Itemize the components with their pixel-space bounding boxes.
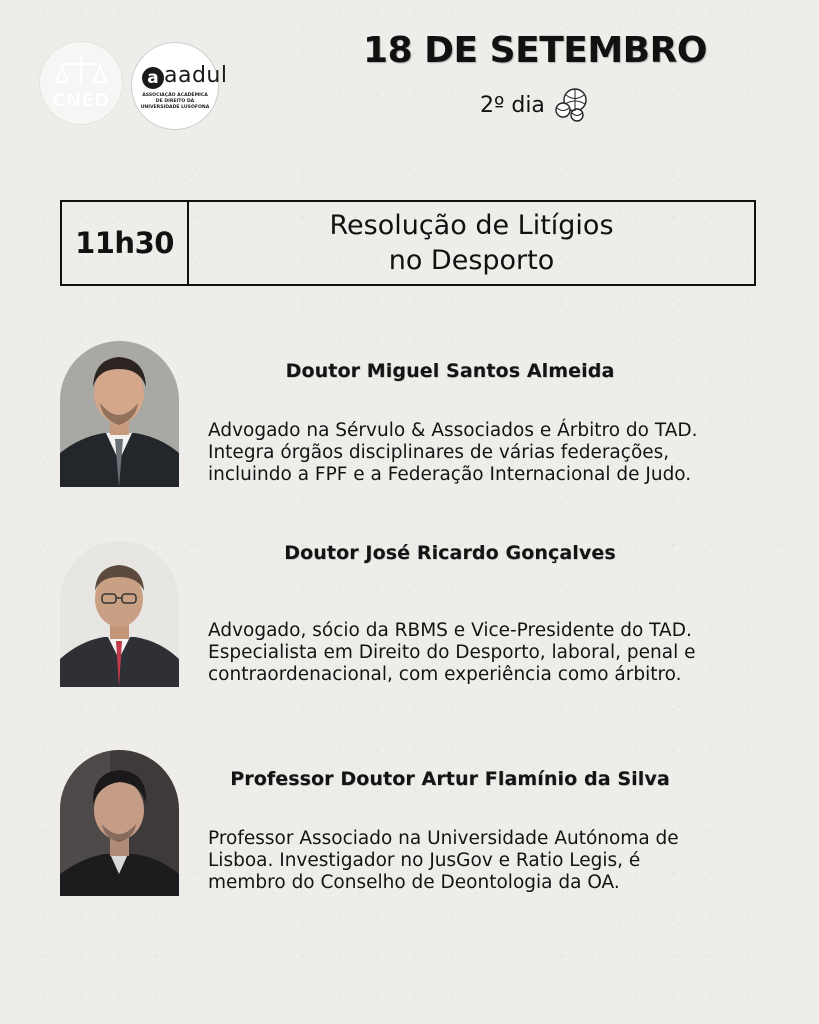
speaker-bio-line: incluindo a FPF e a Federação Internacional de Judo. (208, 464, 692, 485)
speaker-bio-line: Lisboa. Investigador no JusGov e Ratio Legis, é (208, 850, 641, 871)
speaker-bio-line: Integra órgãos disciplinares de várias federações, (208, 442, 670, 463)
aadul-logo-subtitle: ASSOCIAÇÃO ACADÉMICA DE DIREITO DA UNIVERSIDADE LUSÓFONA (140, 93, 210, 110)
aadul-logo (131, 42, 228, 130)
day-indicator (480, 88, 591, 122)
speaker-photo (60, 541, 179, 687)
speaker-bio (208, 828, 788, 894)
session-header (60, 200, 756, 286)
speaker-bio-line: Professor Associado na Universidade Autónoma de (208, 828, 679, 849)
day-label: 2º dia (480, 92, 545, 118)
speaker-bio (208, 620, 788, 686)
session-title: Resolução de Litígios no Desporto (329, 210, 614, 276)
speaker-photo (60, 341, 179, 487)
speaker-bio-line: Advogado na Sérvulo & Associados e Árbitro do TAD. (208, 420, 698, 441)
scales-of-justice-icon (40, 42, 122, 124)
speaker-name: Doutor José Ricardo Gonçalves (284, 542, 616, 564)
aadul-logo-mark: a (142, 67, 164, 89)
cned-logo-text: CNED (52, 90, 110, 111)
speaker-bio-line: membro do Conselho de Deontologia da OA. (208, 872, 620, 893)
session-time: 11h30 (62, 202, 189, 284)
sports-balls-icon (553, 86, 591, 124)
speaker-bio (208, 420, 788, 486)
aadul-logo-word: aadul (164, 63, 228, 88)
speaker-bio-line: contraordenacional, com experiência como árbitro. (208, 664, 682, 685)
speaker-name: Professor Doutor Artur Flamínio da Silva (230, 768, 670, 790)
speaker-photo (60, 750, 179, 896)
speaker-bio-line: Especialista em Direito do Desporto, laboral, penal e (208, 642, 696, 663)
event-date: 18 DE SETEMBRO (363, 30, 707, 71)
speaker-name: Doutor Miguel Santos Almeida (285, 360, 615, 382)
speaker-bio-line: Advogado, sócio da RBMS e Vice-Presidente do TAD. (208, 620, 692, 641)
cned-logo (40, 42, 122, 124)
